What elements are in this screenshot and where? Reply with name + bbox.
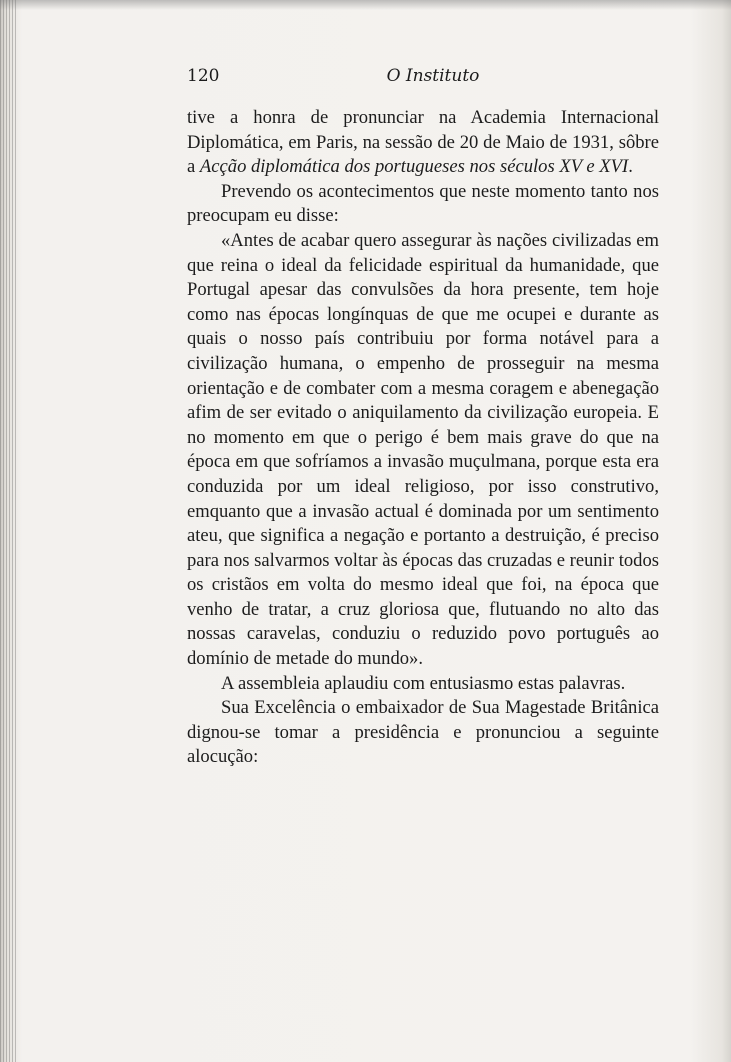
paragraph-5: Sua Excelência o embaixador de Sua Magestade Britânica dignou-se tomar a presidência e pronunciou a seguinte alocução: bbox=[187, 697, 659, 768]
lecture-title: Acção diplomática dos portugueses nos séculos XV e XVI bbox=[199, 156, 629, 178]
paragraph-1 bbox=[187, 106, 659, 180]
page-spine-edge bbox=[0, 0, 16, 1062]
paragraph-2: Prevendo os acontecimentos que neste momento tanto nos preocupam eu disse: bbox=[187, 180, 659, 227]
running-header bbox=[187, 66, 659, 90]
running-title: O Instituto bbox=[386, 66, 480, 86]
paragraph-1-end: . bbox=[628, 156, 633, 178]
body-text bbox=[187, 106, 659, 770]
paragraph-3-quote: «Antes de acabar quero assegurar às nações civilizadas em que reina o ideal da felicidade espiritual da humanidade, que Portugal apesar das convulsões da hora presente, tem hoje como nas épocas longínquas de que me ocupei e durante as quais o nosso país contribuiu por forma notável para a civilização humana, o empenho de prosseguir na mesma orientação e de combater com a mesma coragem e abenegação afim de ser evitado o aniquilamento da civilização europeia. E no momento em que o perigo é bem mais grave do que na época em que sofríamos a invasão muçulmana, porque esta era conduzida por um ideal religioso, por isso construtivo, emquanto que a invasão actual é dominada por um sentimento ateu, que significa a negação e portanto a destruição, é preciso para nos salvarmos voltar às épocas das cruzadas e reunir todos os cristãos em volta do mesmo ideal que foi, na época que venho de tratar, a cruz gloriosa que, flutuando no alto das nossas caravelas, conduziu o reduzido povo português ao domínio de metade do mundo». bbox=[187, 229, 659, 670]
page-number: 120 bbox=[187, 66, 220, 86]
page-top-shadow bbox=[0, 0, 731, 10]
paragraph-1-lead: tive a honra de pronunciar na Academia Internacional Diplomática, em Paris, na sessão de 20 de Maio de 1931, sôbre a bbox=[187, 107, 659, 178]
paragraph-4: A assembleia aplaudiu com entusiasmo estas palavras. bbox=[221, 672, 626, 694]
